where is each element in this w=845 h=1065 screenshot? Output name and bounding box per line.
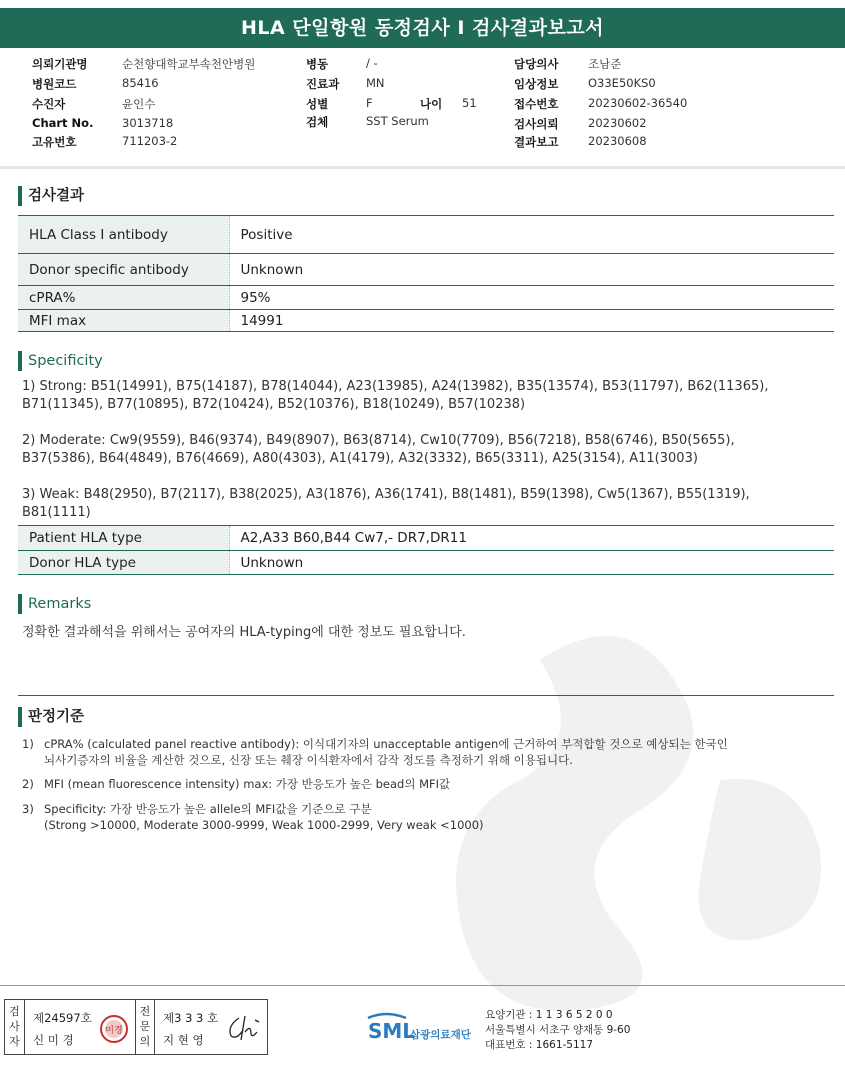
criteria-text bbox=[44, 776, 804, 792]
report-label: 결과보고 bbox=[514, 135, 559, 149]
patient-value: 윤인수 bbox=[122, 97, 156, 111]
results-heading: 검사결과 bbox=[18, 186, 84, 206]
specificity-strong bbox=[22, 378, 822, 414]
doctor-value: 조남준 bbox=[588, 57, 622, 71]
patient-label: 수진자 bbox=[32, 97, 66, 111]
criteria-heading: 판정기준 bbox=[18, 707, 84, 727]
criteria-line: (Strong >10000, Moderate 3000-9999, Weak 1000-2999, Very weak <1000) bbox=[44, 818, 484, 832]
remarks-divider bbox=[18, 695, 834, 696]
table-row bbox=[18, 310, 834, 332]
vertical-char: 자 bbox=[9, 1035, 20, 1048]
seal-stamp-icon bbox=[99, 1014, 129, 1044]
dept-value: MN bbox=[366, 76, 385, 90]
id-value: 711203-2 bbox=[122, 134, 178, 148]
hla-value: A2,A33 B60,B44 Cw7,- DR7,DR11 bbox=[229, 526, 834, 551]
receipt-label: 접수번호 bbox=[514, 97, 559, 111]
clinical-label: 임상정보 bbox=[514, 77, 559, 91]
code-value: 85416 bbox=[122, 76, 159, 90]
hospital-value: 순천향대학교부속천안병원 bbox=[122, 57, 256, 71]
organization-info bbox=[485, 1008, 630, 1053]
result-value: Unknown bbox=[229, 254, 834, 286]
id-label: 고유번호 bbox=[32, 135, 77, 149]
criteria-line: Specificity: 가장 반응도가 높은 allele의 MFI값을 기준으로 구분 bbox=[44, 802, 372, 816]
hla-value: Unknown bbox=[229, 551, 834, 575]
table-row bbox=[18, 254, 834, 286]
vertical-char: 전 bbox=[139, 1005, 151, 1018]
remarks-text: 정확한 결과해석을 위해서는 공여자의 HLA-typing에 대한 정보도 필요합니다. bbox=[22, 625, 466, 640]
specificity-heading: Specificity bbox=[18, 351, 103, 371]
result-value: 14991 bbox=[229, 310, 834, 332]
org-line: 요양기관 : 1 1 3 6 5 2 0 0 bbox=[485, 1009, 613, 1021]
examiner-number: 제24597호 bbox=[33, 1011, 92, 1025]
stamp-text: 미경 bbox=[105, 1026, 123, 1036]
sex-label: 성별 bbox=[306, 97, 329, 111]
spec-line: 1) Strong: B51(14991), B75(14187), B78(14044), A23(13985), A24(13982), B35(13574), B53(11797), B62(11365), bbox=[22, 379, 769, 394]
ward-value: / - bbox=[366, 56, 378, 70]
criteria-num: 2) bbox=[22, 777, 34, 791]
spec-line: 3) Weak: B48(2950), B7(2117), B38(2025), A3(1876), A36(1741), B8(1481), B59(1398), Cw5(1367), B55(1319), bbox=[22, 487, 750, 502]
chart-value: 3013718 bbox=[122, 116, 174, 130]
report-value: 20230608 bbox=[588, 134, 647, 148]
table-row bbox=[18, 551, 834, 575]
hospital-label: 의뢰기관명 bbox=[32, 57, 88, 71]
criteria-text bbox=[44, 736, 804, 768]
ward-label: 병동 bbox=[306, 57, 329, 71]
specimen-label: 검체 bbox=[306, 115, 329, 129]
receipt-value: 20230602-36540 bbox=[588, 96, 688, 110]
org-line: 서울특별시 서초구 양재동 9-60 bbox=[485, 1024, 631, 1036]
logo-text: SML bbox=[368, 1019, 416, 1043]
sml-logo bbox=[366, 1008, 486, 1048]
result-value: Positive bbox=[229, 216, 834, 254]
doctor-label: 담당의사 bbox=[514, 57, 559, 71]
table-row bbox=[18, 286, 834, 310]
hla-key: Donor HLA type bbox=[18, 551, 229, 575]
vertical-char: 사 bbox=[9, 1020, 20, 1033]
logo-subtext: 삼광의료재단 bbox=[410, 1029, 471, 1041]
table-row bbox=[18, 216, 834, 254]
criteria-item bbox=[22, 801, 812, 835]
signature-box bbox=[4, 999, 268, 1055]
specimen-value: SST Serum bbox=[366, 114, 429, 128]
result-key: HLA Class I antibody bbox=[18, 216, 229, 254]
request-value: 20230602 bbox=[588, 116, 647, 130]
criteria-line: MFI (mean fluorescence intensity) max: 가장 반응도가 높은 bead의 MFI값 bbox=[44, 777, 451, 791]
clinical-value: O33E50KS0 bbox=[588, 76, 656, 90]
hla-type-table bbox=[18, 525, 834, 575]
result-value: 95% bbox=[229, 286, 834, 310]
footer-divider bbox=[0, 985, 845, 986]
org-line: 대표번호 : 1661-5117 bbox=[485, 1039, 594, 1051]
age-value: 51 bbox=[462, 96, 477, 110]
header-divider bbox=[0, 166, 845, 169]
criteria-item bbox=[22, 776, 812, 794]
chart-label: Chart No. bbox=[32, 116, 94, 130]
examiner-name: 신 미 경 bbox=[33, 1033, 74, 1047]
vertical-char: 검 bbox=[9, 1005, 20, 1018]
spec-line: B71(11345), B77(10895), B72(10424), B52(10376), B18(10249), B57(10238) bbox=[22, 397, 526, 412]
criteria-text bbox=[44, 801, 804, 833]
spec-line: B81(1111) bbox=[22, 505, 91, 520]
spec-line: B37(5386), B64(4849), B76(4669), A80(4303), A1(4179), A32(3332), B65(3311), A25(3154), A11(3003) bbox=[22, 451, 698, 466]
specialist-name: 지 현 영 bbox=[163, 1033, 204, 1047]
code-label: 병원코드 bbox=[32, 77, 77, 91]
examiner-vertical-label bbox=[5, 1000, 25, 1054]
hla-key: Patient HLA type bbox=[18, 526, 229, 551]
specialist-vertical-label bbox=[135, 1000, 155, 1054]
signature-icon bbox=[225, 1012, 263, 1044]
request-label: 검사의뢰 bbox=[514, 117, 559, 131]
report-title: HLA 단일항원 동정검사 I 검사결과보고서 bbox=[0, 8, 845, 48]
vertical-char: 의 bbox=[139, 1035, 151, 1048]
specificity-weak bbox=[22, 486, 822, 522]
specificity-moderate bbox=[22, 432, 822, 468]
criteria-num: 3) bbox=[22, 802, 34, 816]
results-table bbox=[18, 215, 834, 332]
vertical-char: 문 bbox=[139, 1020, 151, 1033]
criteria-num: 1) bbox=[22, 737, 34, 751]
patient-info-block bbox=[0, 56, 845, 156]
spec-line: 2) Moderate: Cw9(9559), B46(9374), B49(8907), B63(8714), Cw10(7709), B56(7218), B58(6746), B50(5655), bbox=[22, 433, 735, 448]
criteria-line: 뇌사기증자의 비율을 계산한 것으로, 신장 또는 췌장 이식환자에서 감작 정도를 측정하기 위해 이용됩니다. bbox=[44, 753, 573, 767]
table-row bbox=[18, 526, 834, 551]
age-label: 나이 bbox=[420, 97, 443, 111]
criteria-item bbox=[22, 736, 812, 770]
result-key: MFI max bbox=[18, 310, 229, 332]
remarks-heading: Remarks bbox=[18, 594, 91, 614]
specialist-number: 제3 3 3 호 bbox=[163, 1011, 219, 1025]
sex-value: F bbox=[366, 96, 373, 110]
dept-label: 진료과 bbox=[306, 77, 340, 91]
criteria-line: cPRA% (calculated panel reactive antibody): 이식대기자의 unacceptable antigen에 근거하여 부적합할 것으로 예상되는 한국인 bbox=[44, 737, 728, 751]
result-key: Donor specific antibody bbox=[18, 254, 229, 286]
result-key: cPRA% bbox=[18, 286, 229, 310]
